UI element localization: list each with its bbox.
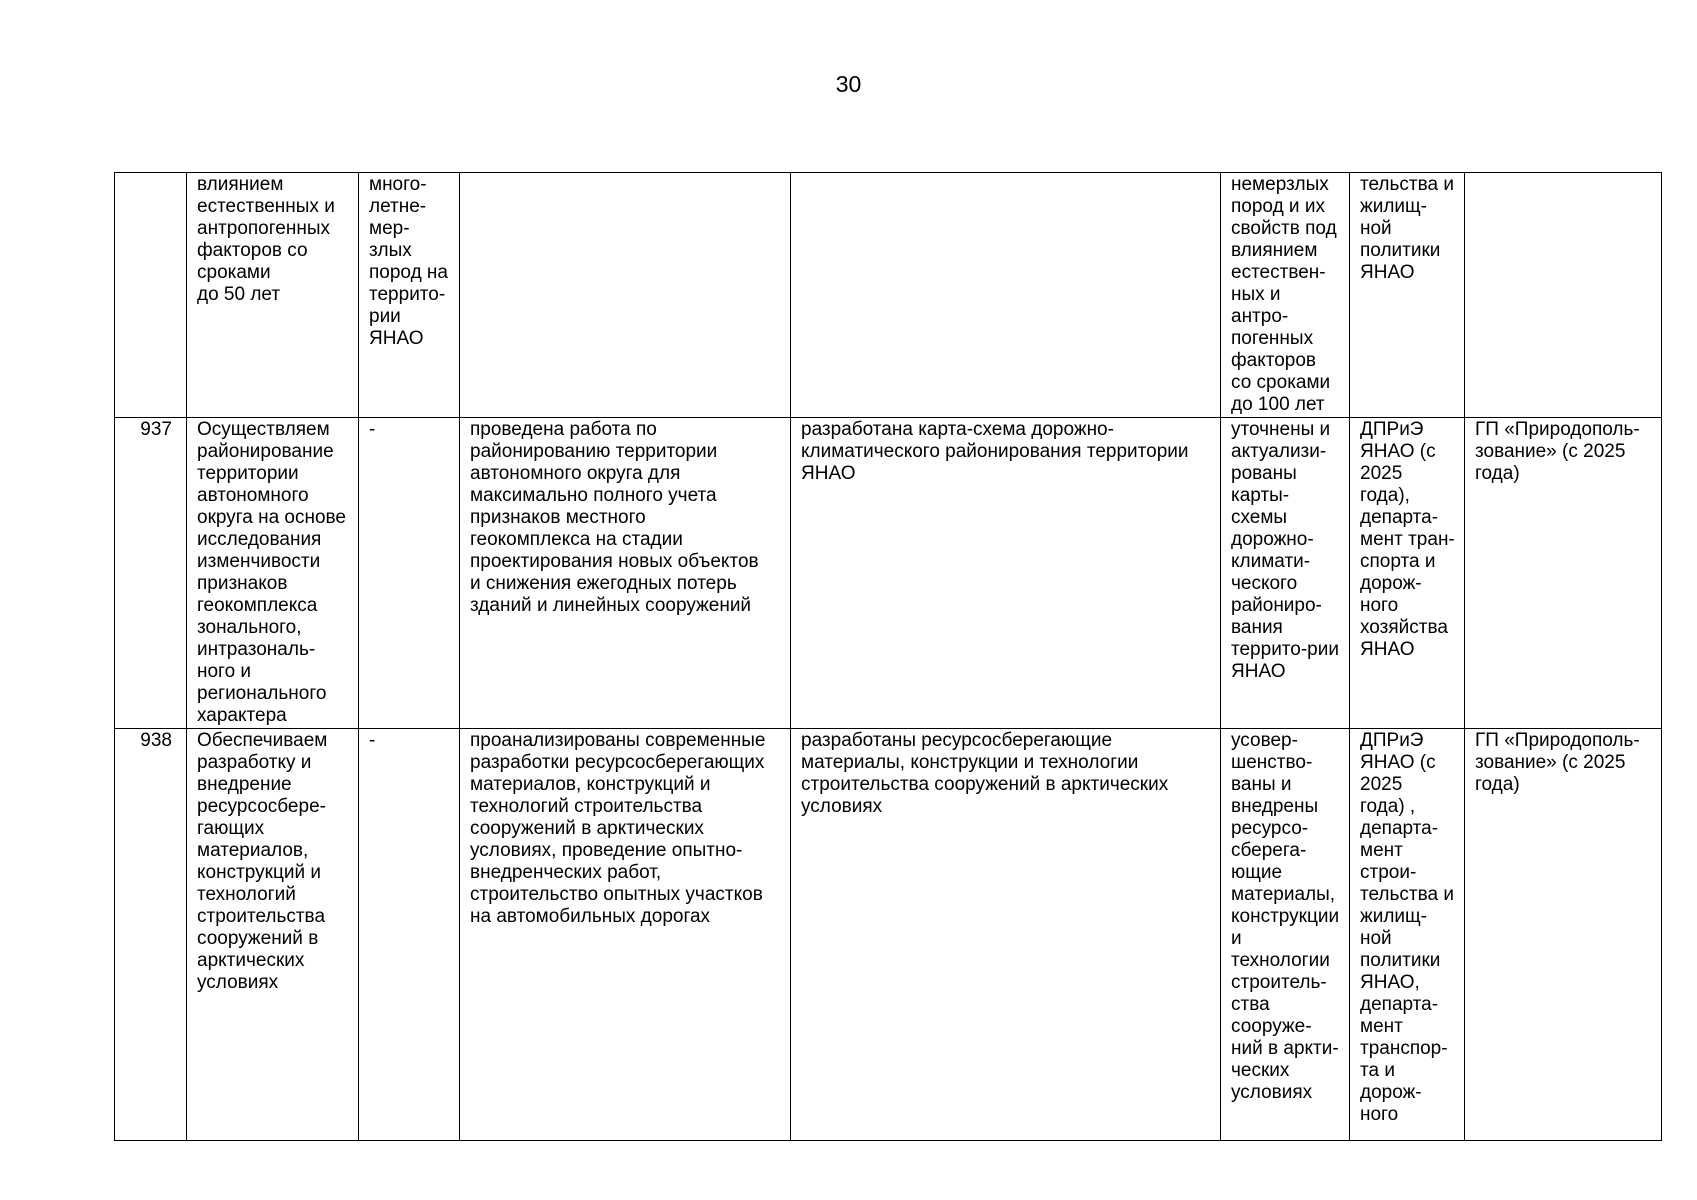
work-done-cell: проведена работа по районированию территории автономного округа для максимально полного учета признаков местного геокомплекса на стадии проектирования новых объектов и снижения ежегодных потерь зданий и линейных сооружений — [460, 418, 791, 729]
executor-cell: ДПРиЭ ЯНАО (с 2025 года), департа- мент тран- спорта и дорож- ного хозяйства ЯНАО — [1350, 418, 1465, 729]
executor-cell: тельства и жилищ- ной политики ЯНАО — [1350, 173, 1465, 418]
indicator-cell: - — [359, 418, 460, 729]
row-number-cell: 937 — [115, 418, 187, 729]
task-cell: Обеспечиваем разработку и внедрение ресурсосбере- гающих материалов, конструкций и технологий строительства сооружений в арктических условиях — [187, 729, 359, 1141]
work-done-cell: проанализированы современные разработки ресурсосберегающих материалов, конструкций и технологий строительства сооружений в арктических условиях, проведение опытно- внедренческих работ, строительство опытных участков на автомобильных дорогах — [460, 729, 791, 1141]
planned-result-cell: разработаны ресурсосберегающие материалы, конструкции и технологии строительства сооружений в арктических условиях — [791, 729, 1221, 1141]
task-cell: Осуществляем районирование территории автономного округа на основе исследования изменчивости признаков геокомплекса зонального, интразональ- ного и регионального характера — [187, 418, 359, 729]
work-done-cell — [460, 173, 791, 418]
plan-table — [114, 172, 1662, 1141]
expected-result-cell: уточнены и актуализи- рованы карты- схемы дорожно- климати- ческого райониро- вания террито-рии ЯНАО — [1221, 418, 1350, 729]
expected-result-cell: немерзлых пород и их свойств под влиянием естествен- ных и антро- погенных факторов со сроками до 100 лет — [1221, 173, 1350, 418]
task-cell: влиянием естественных и антропогенных факторов со сроками до 50 лет — [187, 173, 359, 418]
program-cell: ГП «Природополь- зование» (с 2025 года) — [1465, 418, 1662, 729]
table-row — [115, 729, 1662, 1141]
program-cell: ГП «Природополь- зование» (с 2025 года) — [1465, 729, 1662, 1141]
expected-result-cell: усовер- шенство- ваны и внедрены ресурсо- сберега- ющие материалы, конструкции и технологии строитель- ства сооруже- ний в аркти- ческих условиях — [1221, 729, 1350, 1141]
indicator-cell: много- летне- мер- злых пород на террито- рии ЯНАО — [359, 173, 460, 418]
planned-result-cell — [791, 173, 1221, 418]
table-row — [115, 418, 1662, 729]
planned-result-cell: разработана карта-схема дорожно- климатического районирования территории ЯНАО — [791, 418, 1221, 729]
row-number-cell — [115, 173, 187, 418]
executor-cell: ДПРиЭ ЯНАО (с 2025 года) , департа- мент строи- тельства и жилищ- ной политики ЯНАО, департа- мент транспор- та и дорож- ного — [1350, 729, 1465, 1141]
indicator-cell: - — [359, 729, 460, 1141]
page-number: 30 — [835, 71, 862, 97]
table-row — [115, 173, 1662, 418]
program-cell — [1465, 173, 1662, 418]
row-number-cell: 938 — [115, 729, 187, 1141]
